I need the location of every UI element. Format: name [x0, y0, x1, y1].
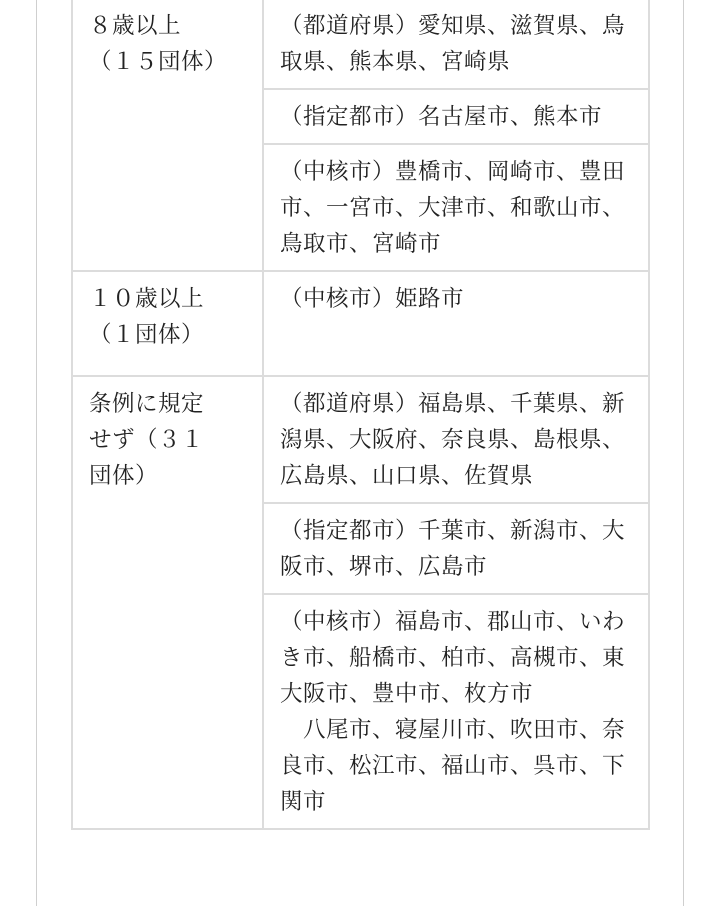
- municipality-group-cell: [263, 376, 649, 503]
- municipality-line: 広島県、山口県、佐賀県: [280, 463, 534, 489]
- municipality-line: （指定都市）名古屋市、熊本市: [280, 104, 603, 130]
- municipality-line: （都道府県）愛知県、滋賀県、鳥: [280, 13, 626, 39]
- municipality-line: 鳥取市、宮崎市: [280, 231, 442, 257]
- municipality-line: （中核市）姫路市: [280, 286, 465, 312]
- category-line: １０歳以上: [89, 286, 205, 312]
- municipality-group-cell: [263, 144, 649, 271]
- municipality-line: 阪市、堺市、広島市: [280, 554, 488, 580]
- municipality-line: 大阪市、豊中市、枚方市: [280, 681, 534, 707]
- municipality-line: 潟県、大阪府、奈良県、島根県、: [280, 427, 626, 453]
- municipality-line: 市、一宮市、大津市、和歌山市、: [280, 195, 626, 221]
- age-category-cell: [72, 271, 263, 376]
- municipality-line: 八尾市、寝屋川市、吹田市、奈: [280, 717, 626, 743]
- municipality-line: （中核市）福島市、郡山市、いわ: [280, 609, 626, 635]
- ordinance-age-table: [71, 0, 650, 830]
- category-line: （１団体）: [89, 322, 205, 348]
- municipality-group-cell: [263, 89, 649, 144]
- category-line: せず（３１: [89, 427, 205, 453]
- municipality-group-cell: [263, 271, 649, 376]
- municipality-line: （都道府県）福島県、千葉県、新: [280, 391, 626, 417]
- table-row: [72, 0, 649, 89]
- category-line: 団体）: [89, 463, 159, 489]
- municipality-group-cell: [263, 503, 649, 594]
- municipality-group-cell: [263, 0, 649, 89]
- table-row: [72, 271, 649, 376]
- table-row: [72, 376, 649, 503]
- page-border-left: [36, 0, 37, 906]
- age-category-cell: [72, 0, 263, 271]
- municipality-line: 取県、熊本県、宮崎県: [280, 49, 511, 75]
- municipality-line: 良市、松江市、福山市、呉市、下: [280, 753, 626, 779]
- municipality-line: （中核市）豊橋市、岡崎市、豊田: [280, 159, 626, 185]
- age-category-cell: [72, 376, 263, 829]
- municipality-line: （指定都市）千葉市、新潟市、大: [280, 518, 626, 544]
- municipality-line: き市、船橋市、柏市、高槻市、東: [280, 645, 626, 671]
- category-line: （１５団体）: [89, 49, 228, 75]
- municipality-line: 関市: [280, 789, 327, 815]
- category-line: ８歳以上: [89, 13, 182, 39]
- page-border-right: [683, 0, 684, 906]
- municipality-group-cell: [263, 594, 649, 829]
- category-line: 条例に規定: [89, 391, 205, 417]
